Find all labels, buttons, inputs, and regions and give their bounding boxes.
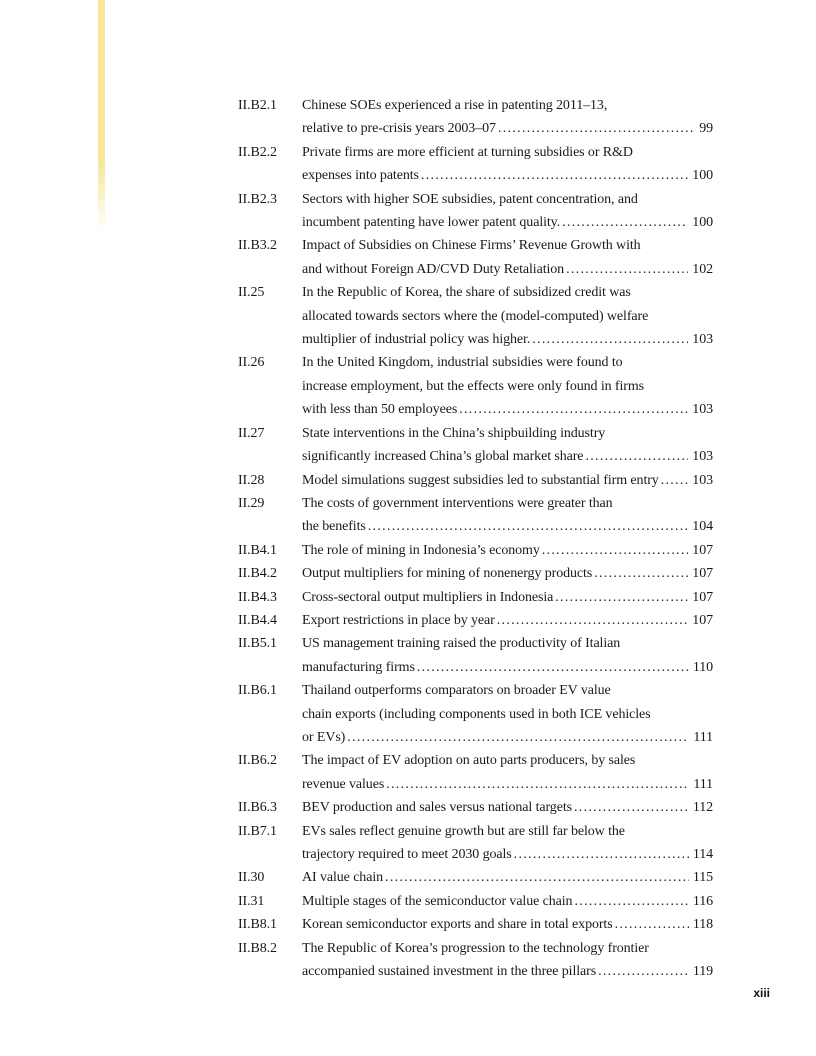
toc-entry-body	[302, 492, 713, 539]
toc-entry-text: US management training raised the productivity of Italian	[302, 636, 621, 652]
toc-entry-page: 103	[692, 332, 713, 348]
toc-entry-line	[302, 515, 713, 538]
toc-entry-page: 116	[692, 893, 713, 909]
dot-leader	[574, 796, 689, 819]
toc-entry-body	[302, 632, 713, 679]
toc-entry-number: II.30	[238, 870, 265, 886]
toc-entry-line	[302, 609, 713, 632]
dot-leader	[498, 117, 695, 140]
toc-entry-line	[302, 164, 713, 187]
toc-entry	[238, 679, 713, 749]
toc-entry	[238, 913, 713, 936]
toc-entry-page: 118	[692, 917, 713, 933]
toc-entry-page: 119	[692, 964, 713, 980]
toc-entry-page: 111	[693, 729, 713, 745]
toc-entry-body	[302, 539, 713, 562]
toc-entry-line	[302, 960, 713, 983]
toc-entry-number: II.25	[238, 285, 265, 301]
toc-entry-text: State interventions in the China’s shipbuilding industry	[302, 425, 606, 441]
toc-entry-text: Model simulations suggest subsidies led to substantial firm entry	[302, 472, 659, 488]
dot-leader	[514, 843, 689, 866]
toc-entry-number: II.B4.1	[238, 542, 277, 558]
toc-entry-line	[302, 562, 713, 585]
toc-entry	[238, 94, 713, 141]
toc-entry-page: 107	[692, 612, 713, 628]
toc-entry-body	[302, 937, 713, 984]
toc-entry-page: 107	[692, 566, 713, 582]
toc-entry-line	[302, 141, 713, 164]
dot-leader	[347, 726, 689, 749]
toc-entry-body	[302, 586, 713, 609]
toc-entry-body	[302, 890, 713, 913]
toc-entry-text: chain exports (including components used in both ICE vehicles	[302, 706, 651, 722]
toc-entry-text: or EVs)	[302, 729, 346, 745]
toc-entry-page: 100	[692, 215, 713, 231]
toc-entry-body	[302, 820, 713, 867]
toc-entry-number: II.B6.1	[238, 683, 277, 699]
toc-entry-number: II.B2.3	[238, 191, 277, 207]
toc-entry	[238, 351, 713, 421]
toc-entry-line	[302, 492, 713, 515]
dot-leader	[385, 866, 689, 889]
toc-entry-body	[302, 469, 713, 492]
toc-entry-text: The costs of government interventions were greater than	[302, 495, 613, 511]
toc-entry-page: 107	[692, 589, 713, 605]
toc-entry-line	[302, 328, 713, 351]
toc-entry-number: II.B7.1	[238, 823, 277, 839]
toc-entry	[238, 188, 713, 235]
toc-entry-page: 110	[692, 659, 713, 675]
toc-entry-text: increase employment, but the effects were only found in firms	[302, 378, 644, 394]
toc-entry	[238, 632, 713, 679]
toc-entry-line	[302, 726, 713, 749]
toc-entry-line	[302, 188, 713, 211]
toc-entry-body	[302, 351, 713, 421]
toc-entry-body	[302, 679, 713, 749]
toc-entry-page: 103	[692, 449, 713, 465]
toc-entry-page: 115	[692, 870, 713, 886]
toc-entry	[238, 539, 713, 562]
toc-entry-line	[302, 422, 713, 445]
toc-entry-body	[302, 422, 713, 469]
dot-leader	[542, 539, 689, 562]
toc-entry-line	[302, 211, 713, 234]
toc-entry-text: Export restrictions in place by year	[302, 612, 495, 628]
toc-entry-number: II.B4.2	[238, 566, 277, 582]
folio-page-number: xiii	[753, 986, 770, 1000]
toc-entry-page: 99	[699, 121, 713, 137]
toc-entry-page: 100	[692, 168, 713, 184]
toc-entry-page: 104	[692, 519, 713, 535]
toc-entry-text: with less than 50 employees	[302, 402, 458, 418]
toc-entry-text: The Republic of Korea’s progression to the technology frontier	[302, 940, 649, 956]
toc-entry-line	[302, 773, 713, 796]
toc-entry-body	[302, 913, 713, 936]
toc-entry-page: 103	[692, 402, 713, 418]
toc-entry-text: Output multipliers for mining of nonenergy products	[302, 566, 593, 582]
toc-entry-text: Cross-sectoral output multipliers in Indonesia	[302, 589, 554, 605]
toc-entry-line	[302, 632, 713, 655]
toc-entry-body	[302, 281, 713, 351]
toc-entry-text: relative to pre-crisis years 2003–07	[302, 121, 496, 137]
toc-entry-page: 112	[692, 800, 713, 816]
toc-entry-number: II.27	[238, 425, 265, 441]
toc-entry	[238, 890, 713, 913]
dot-leader	[574, 890, 688, 913]
toc-entry-text: expenses into patents	[302, 168, 419, 184]
toc-entry	[238, 234, 713, 281]
toc-entry-line	[302, 351, 713, 374]
toc-entry-body	[302, 749, 713, 796]
dot-leader	[459, 398, 688, 421]
toc-entry-number: II.31	[238, 893, 265, 909]
toc-entry-line	[302, 843, 713, 866]
toc-entry	[238, 469, 713, 492]
toc-entry	[238, 141, 713, 188]
toc-entry-text: revenue values	[302, 776, 385, 792]
dot-leader	[598, 960, 689, 983]
toc-entry-line	[302, 586, 713, 609]
toc-entry	[238, 586, 713, 609]
toc-entry-text: and without Foreign AD/CVD Duty Retaliation	[302, 261, 565, 277]
toc-entry-body	[302, 866, 713, 889]
toc-entry-number: II.B2.2	[238, 144, 277, 160]
toc-entry-body	[302, 141, 713, 188]
toc-entry-text: AI value chain	[302, 870, 384, 886]
toc-entry-number: II.29	[238, 495, 265, 511]
toc-entry-text: accompanied sustained investment in the three pillars	[302, 964, 597, 980]
toc-entry-number: II.B4.3	[238, 589, 277, 605]
toc-entry-line	[302, 117, 713, 140]
toc-entry-text: the benefits	[302, 519, 366, 535]
toc-entry	[238, 796, 713, 819]
toc-entry-text: incumbent patenting have lower patent quality.	[302, 215, 561, 231]
accent-bar	[98, 0, 105, 234]
dot-leader	[386, 773, 689, 796]
toc-entry-page: 114	[692, 847, 713, 862]
toc-entry-line	[302, 866, 713, 889]
dot-leader	[566, 258, 688, 281]
toc-entry-number: II.26	[238, 355, 265, 371]
toc-entry	[238, 562, 713, 585]
toc-entry-text: significantly increased China’s global market share	[302, 449, 584, 465]
toc-entry-body	[302, 562, 713, 585]
toc-entry-text: The impact of EV adoption on auto parts producers, by sales	[302, 753, 636, 769]
toc-entry-page: 103	[692, 472, 713, 488]
toc-entry-line	[302, 281, 713, 304]
toc-entry-number: II.B2.1	[238, 98, 277, 113]
toc-entry-body	[302, 796, 713, 819]
toc-entry-line	[302, 539, 713, 562]
dot-leader	[661, 469, 689, 492]
toc-entry-line	[302, 305, 713, 328]
toc-entry-number: II.B3.2	[238, 238, 277, 254]
toc-entry-text: Private firms are more efficient at turning subsidies or R&D	[302, 144, 633, 160]
toc-entry-line	[302, 937, 713, 960]
toc-entry-text: In the Republic of Korea, the share of subsidized credit was	[302, 285, 631, 301]
toc-entry-text: trajectory required to meet 2030 goals	[302, 847, 512, 862]
toc-entry-line	[302, 890, 713, 913]
dot-leader	[532, 328, 688, 351]
toc-entry-line	[302, 820, 713, 843]
toc-entry-line	[302, 398, 713, 421]
toc-entry-line	[302, 656, 713, 679]
toc-entry-body	[302, 234, 713, 281]
toc-entry-page: 107	[692, 542, 713, 558]
toc-entry-text: multiplier of industrial policy was higher.	[302, 332, 531, 348]
toc-entry-text: The role of mining in Indonesia’s economy	[302, 542, 540, 558]
toc-entry-line	[302, 234, 713, 257]
toc-entry-number: II.B4.4	[238, 612, 277, 628]
toc-entry-body	[302, 188, 713, 235]
toc-entry-number: II.28	[238, 472, 265, 488]
toc-entry	[238, 492, 713, 539]
toc-entry-line	[302, 749, 713, 772]
toc-entry-text: In the United Kingdom, industrial subsidies were found to	[302, 355, 623, 371]
toc-entry-line	[302, 679, 713, 702]
dot-leader	[497, 609, 689, 632]
toc-entry-text: Impact of Subsidies on Chinese Firms’ Revenue Growth with	[302, 238, 641, 254]
toc-entry-line	[302, 94, 713, 117]
toc-entry	[238, 609, 713, 632]
dot-leader	[562, 211, 688, 234]
toc-entry-line	[302, 258, 713, 281]
toc-entry-body	[302, 609, 713, 632]
toc-entry-text: allocated towards sectors where the (model-computed) welfare	[302, 308, 649, 324]
dot-leader	[585, 445, 688, 468]
toc-entry	[238, 820, 713, 867]
toc-entry	[238, 281, 713, 351]
toc-entry	[238, 866, 713, 889]
toc-entry-line	[302, 796, 713, 819]
toc-entry	[238, 749, 713, 796]
toc-entry-text: Korean semiconductor exports and share in total exports	[302, 917, 613, 933]
toc-entry-text: Thailand outperforms comparators on broader EV value	[302, 683, 611, 699]
dot-leader	[368, 515, 689, 538]
toc-entry-number: II.B6.2	[238, 753, 277, 769]
toc-entry-line	[302, 445, 713, 468]
toc-entry-text: manufacturing firms	[302, 659, 415, 675]
toc-entry-text: EVs sales reflect genuine growth but are still far below the	[302, 823, 625, 839]
dot-leader	[594, 562, 688, 585]
toc-list	[238, 94, 713, 983]
dot-leader	[555, 586, 688, 609]
toc-entry-line	[302, 469, 713, 492]
toc-entry-line	[302, 913, 713, 936]
toc-entry-number: II.B8.2	[238, 940, 277, 956]
toc-entry-page: 102	[692, 261, 713, 277]
toc-entry-text: BEV production and sales versus national targets	[302, 800, 572, 816]
toc-entry-page: 111	[693, 776, 713, 792]
dot-leader	[615, 913, 689, 936]
toc-entry	[238, 937, 713, 984]
dot-leader	[421, 164, 688, 187]
toc-entry-line	[302, 703, 713, 726]
toc-entry-line	[302, 375, 713, 398]
toc-entry-text: Sectors with higher SOE subsidies, patent concentration, and	[302, 191, 638, 207]
toc-entry	[238, 422, 713, 469]
dot-leader	[417, 656, 689, 679]
toc-entry-number: II.B6.3	[238, 800, 277, 816]
toc-entry-body	[302, 94, 713, 141]
toc-entry-text: Chinese SOEs experienced a rise in patenting 2011–13,	[302, 98, 608, 113]
toc-entry-text: Multiple stages of the semiconductor value chain	[302, 893, 573, 909]
toc-entry-number: II.B5.1	[238, 636, 277, 652]
toc-entry-number: II.B8.1	[238, 917, 277, 933]
